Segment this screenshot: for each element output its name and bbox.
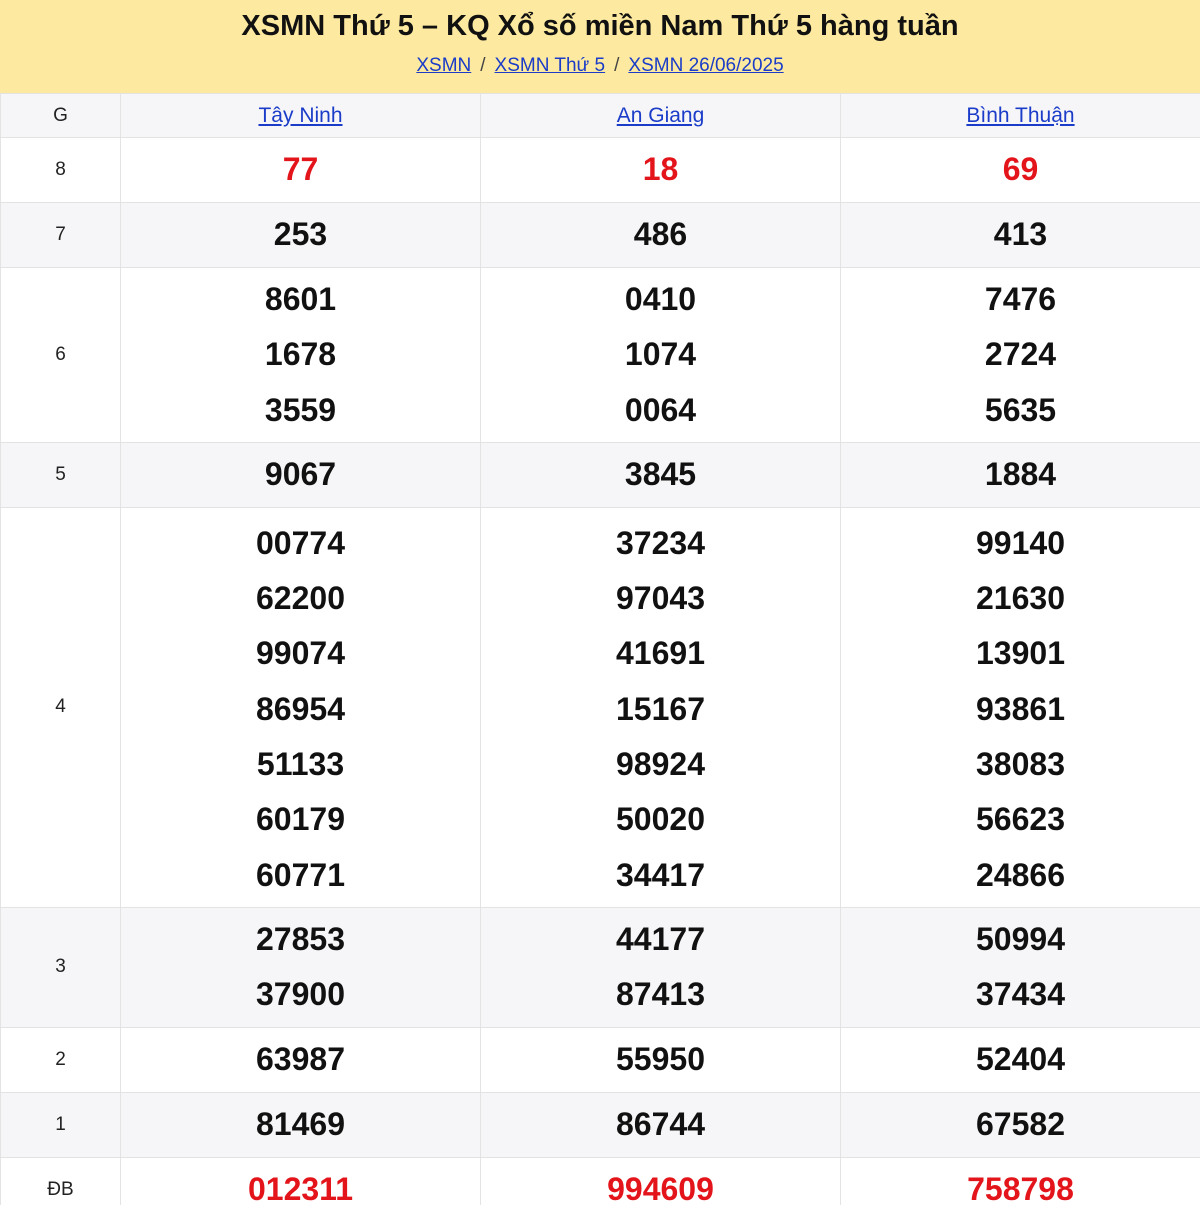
number-value: 15167 [616, 690, 705, 727]
number-value: 69 [1002, 151, 1039, 188]
number-value: 1074 [624, 336, 697, 373]
number-value: 3559 [264, 391, 337, 428]
number-value: 63987 [256, 1040, 345, 1077]
number-value: 994609 [607, 1170, 714, 1205]
page-header [0, 0, 1200, 93]
number-value: 51133 [256, 746, 345, 783]
number-value: 3845 [624, 456, 697, 493]
number-value: 50994 [976, 920, 1065, 957]
number-value: 0410 [624, 281, 697, 317]
breadcrumb-link-xsmn-thu-5[interactable]: XSMN Thứ 5 [494, 55, 606, 76]
prize-number-group [481, 507, 841, 907]
prize-number [841, 1092, 1200, 1157]
province-link-binh-thuan[interactable]: Bình Thuận [966, 103, 1075, 127]
prize-number-group [841, 907, 1200, 1027]
breadcrumb-separator: / [614, 55, 620, 76]
prize-number-group [121, 507, 481, 907]
prize-number [121, 442, 481, 507]
prize-label: 4 [1, 507, 121, 907]
prize-label: ĐB [1, 1157, 121, 1205]
number-value: 1884 [984, 456, 1057, 493]
number-value: 62200 [256, 580, 345, 617]
prize-number [121, 138, 481, 203]
breadcrumb-link-xsmn-date[interactable]: XSMN 26/06/2025 [628, 55, 784, 76]
results-table [0, 93, 1200, 1205]
prize-number [121, 1092, 481, 1157]
prize-number [841, 138, 1200, 203]
number-value: 24866 [976, 856, 1065, 893]
number-value: 93861 [976, 690, 1065, 727]
prize-row-4 [1, 507, 1200, 907]
number-value: 0064 [624, 391, 697, 428]
prize-row-7 [1, 203, 1200, 268]
number-value: 7476 [984, 281, 1057, 317]
prize-number [841, 203, 1200, 268]
prize-label: 2 [1, 1027, 121, 1092]
number-value: 60179 [256, 801, 345, 838]
number-value: 37234 [616, 524, 705, 561]
prize-column-header: G [1, 94, 121, 138]
number-value: 13901 [976, 635, 1065, 672]
number-value: 37900 [256, 976, 345, 1013]
prize-row-special [1, 1157, 1200, 1205]
province-header-binh-thuan [841, 94, 1200, 138]
prize-number [481, 1027, 841, 1092]
number-value: 50020 [616, 801, 705, 838]
prize-number-group [481, 907, 841, 1027]
number-value: 98924 [616, 746, 705, 783]
prize-row-3 [1, 907, 1200, 1027]
breadcrumb-link-xsmn[interactable]: XSMN [416, 55, 472, 76]
number-value: 86744 [616, 1105, 705, 1142]
prize-number-group [121, 268, 481, 443]
prize-number [841, 1027, 1200, 1092]
number-value: 9067 [264, 456, 337, 493]
number-value: 2724 [984, 336, 1057, 373]
prize-number [121, 203, 481, 268]
number-value: 758798 [967, 1170, 1074, 1205]
special-prize-number [841, 1157, 1200, 1205]
number-value: 413 [993, 216, 1048, 253]
province-header-an-giang [481, 94, 841, 138]
prize-row-6 [1, 268, 1200, 443]
number-value: 1678 [264, 336, 337, 373]
number-value: 81469 [256, 1105, 345, 1142]
number-value: 00774 [256, 524, 345, 561]
prize-number [841, 442, 1200, 507]
prize-number-group [121, 907, 481, 1027]
province-header-tay-ninh [121, 94, 481, 138]
prize-number [481, 442, 841, 507]
number-value: 253 [273, 216, 328, 253]
breadcrumb-separator: / [480, 55, 486, 76]
number-value: 34417 [616, 856, 705, 893]
prize-number-group [481, 268, 841, 443]
prize-number-group [841, 507, 1200, 907]
prize-label: 1 [1, 1092, 121, 1157]
number-value: 97043 [616, 580, 705, 617]
number-value: 18 [642, 151, 679, 188]
number-value: 486 [633, 216, 688, 253]
number-value: 8601 [264, 281, 337, 317]
prize-label: 8 [1, 138, 121, 203]
province-link-an-giang[interactable]: An Giang [616, 103, 705, 127]
breadcrumb [0, 55, 1200, 77]
prize-number [481, 1092, 841, 1157]
prize-row-8 [1, 138, 1200, 203]
special-prize-number [121, 1157, 481, 1205]
number-value: 012311 [247, 1170, 353, 1205]
number-value: 99140 [976, 524, 1065, 561]
number-value: 21630 [976, 580, 1065, 617]
number-value: 86954 [256, 690, 345, 727]
prize-label: 3 [1, 907, 121, 1027]
special-prize-number [481, 1157, 841, 1205]
prize-label: 5 [1, 442, 121, 507]
number-value: 52404 [976, 1040, 1065, 1077]
number-value: 55950 [616, 1040, 705, 1077]
prize-row-2 [1, 1027, 1200, 1092]
number-value: 87413 [616, 976, 705, 1013]
number-value: 77 [282, 151, 319, 188]
page-title: XSMN Thứ 5 – KQ Xổ số miền Nam Thứ 5 hàng tuần [241, 10, 959, 42]
number-value: 5635 [984, 391, 1057, 428]
number-value: 44177 [616, 920, 705, 957]
prize-label: 6 [1, 268, 121, 443]
prize-number-group [841, 268, 1200, 443]
prize-label: 7 [1, 203, 121, 268]
number-value: 99074 [256, 635, 345, 672]
province-link-tay-ninh[interactable]: Tây Ninh [258, 103, 343, 127]
table-header-row [1, 94, 1200, 138]
number-value: 67582 [976, 1105, 1065, 1142]
number-value: 37434 [976, 976, 1065, 1013]
prize-number [121, 1027, 481, 1092]
number-value: 27853 [256, 920, 345, 957]
number-value: 41691 [616, 635, 705, 672]
prize-row-1 [1, 1092, 1200, 1157]
number-value: 60771 [256, 856, 345, 893]
prize-number [481, 138, 841, 203]
number-value: 56623 [976, 801, 1065, 838]
prize-row-5 [1, 442, 1200, 507]
prize-number [481, 203, 841, 268]
number-value: 38083 [976, 746, 1065, 783]
